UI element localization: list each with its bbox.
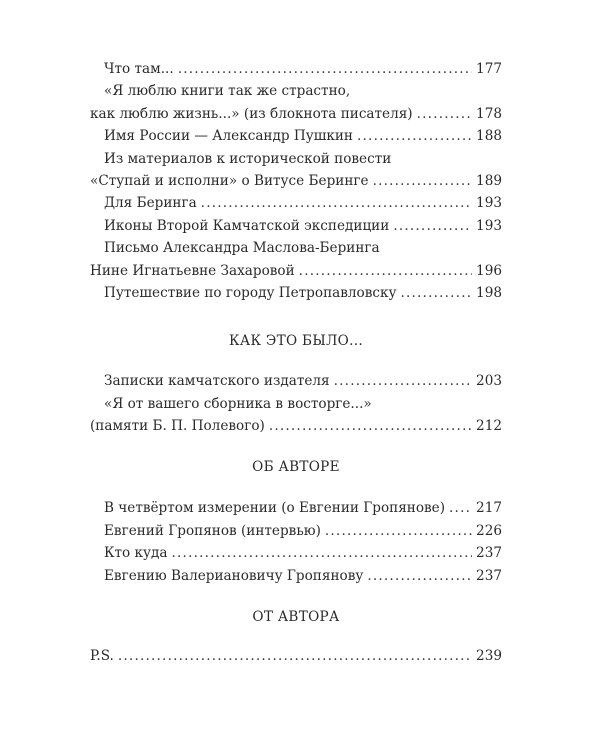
entry-title: P.S. [90, 648, 114, 665]
toc-section-ob-avtore [90, 497, 502, 587]
entry-title: Из материалов к исторической повести [104, 150, 392, 167]
entry-page-number: 239 [476, 648, 502, 665]
toc-entry-line[interactable] [90, 237, 502, 259]
toc-entry[interactable] [90, 215, 502, 237]
dot-leader [269, 415, 472, 437]
entry-title: В четвёртом измерении (о Евгении Гропянове) [104, 500, 446, 517]
entry-page-number: 193 [476, 195, 502, 212]
dot-leader [367, 565, 472, 587]
dot-leader [325, 520, 472, 542]
dot-leader [357, 125, 472, 147]
dot-leader [449, 497, 472, 519]
toc-entry[interactable] [90, 370, 502, 392]
entry-title: Для Беринга [104, 195, 197, 212]
toc-section-first [90, 58, 502, 304]
entry-title: «Я от вашего сборника в восторге...» [104, 395, 372, 412]
entry-title-continued: Нине Игнатьевне Захаровой [90, 262, 295, 279]
toc-entry[interactable] [90, 645, 502, 667]
toc-entry[interactable] [90, 565, 502, 587]
dot-leader [417, 103, 472, 125]
dot-leader [299, 260, 472, 282]
toc-entry-line[interactable] [90, 148, 502, 170]
section-heading-ot-avtora: ОТ АВТОРА [252, 609, 340, 626]
entry-page-number: 226 [476, 522, 502, 539]
entry-title: Записки камчатского издателя [104, 373, 330, 390]
entry-title: Евгений Гропянов (интервью) [104, 522, 321, 539]
entry-page-number: 178 [476, 105, 502, 122]
entry-page-number: 188 [476, 128, 502, 145]
dot-leader [334, 370, 472, 392]
entry-title: Имя России — Александр Пушкин [104, 128, 353, 145]
entry-page-number: 217 [476, 500, 502, 517]
entry-page-number: 193 [476, 217, 502, 234]
dot-leader [393, 215, 472, 237]
entry-title: Путешествие по городу Петропавловску [104, 284, 397, 301]
toc-entry[interactable] [90, 415, 502, 437]
entry-title: «Я люблю книги так же страстно, [104, 83, 351, 100]
entry-title: Что там... [104, 61, 174, 77]
entry-page-number: 189 [476, 172, 502, 189]
toc-entry[interactable] [90, 497, 502, 519]
toc-entry[interactable] [90, 282, 502, 304]
dot-leader [400, 282, 472, 304]
section-heading-kak-eto-bylo: КАК ЭТО БЫЛО... [229, 333, 363, 350]
entry-page-number: 237 [476, 567, 502, 584]
table-of-contents [90, 58, 502, 667]
entry-page-number: 196 [476, 262, 502, 279]
toc-entry-line[interactable] [90, 393, 502, 415]
entry-page-number: 203 [476, 373, 502, 390]
toc-entry[interactable] [90, 520, 502, 542]
dot-leader [201, 192, 472, 214]
toc-entry[interactable] [90, 170, 502, 192]
dot-leader [178, 58, 472, 80]
section-heading-ob-avtore: ОБ АВТОРЕ [252, 459, 340, 476]
toc-section-ot-avtora [90, 645, 502, 667]
entry-title: Письмо Александра Маслова-Беринга [104, 240, 380, 257]
entry-title-continued: как люблю жизнь...» (из блокнота писателя) [90, 105, 413, 122]
dot-leader [118, 645, 472, 667]
toc-entry[interactable] [90, 192, 502, 214]
toc-entry[interactable] [90, 103, 502, 125]
dot-leader [172, 542, 473, 564]
entry-page-number: 237 [476, 545, 502, 562]
entry-title: Евгению Валериановичу Гропянову [104, 567, 364, 584]
dot-leader [373, 170, 472, 192]
entry-page-number: 212 [476, 418, 502, 435]
entry-title-continued: «Ступай и исполни» о Витусе Беринге [90, 172, 369, 189]
entry-page-number: 177 [476, 61, 502, 77]
toc-entry-line[interactable] [90, 80, 502, 102]
entry-page-number: 198 [476, 284, 502, 301]
toc-entry[interactable] [90, 58, 502, 80]
toc-entry[interactable] [90, 260, 502, 282]
toc-entry[interactable] [90, 125, 502, 147]
entry-title: Кто куда [104, 545, 168, 562]
entry-title: Иконы Второй Камчатской экспедиции [104, 217, 390, 234]
toc-section-kak-eto-bylo [90, 370, 502, 437]
toc-entry[interactable] [90, 542, 502, 564]
entry-title-continued: (памяти Б. П. Полевого) [90, 418, 265, 435]
